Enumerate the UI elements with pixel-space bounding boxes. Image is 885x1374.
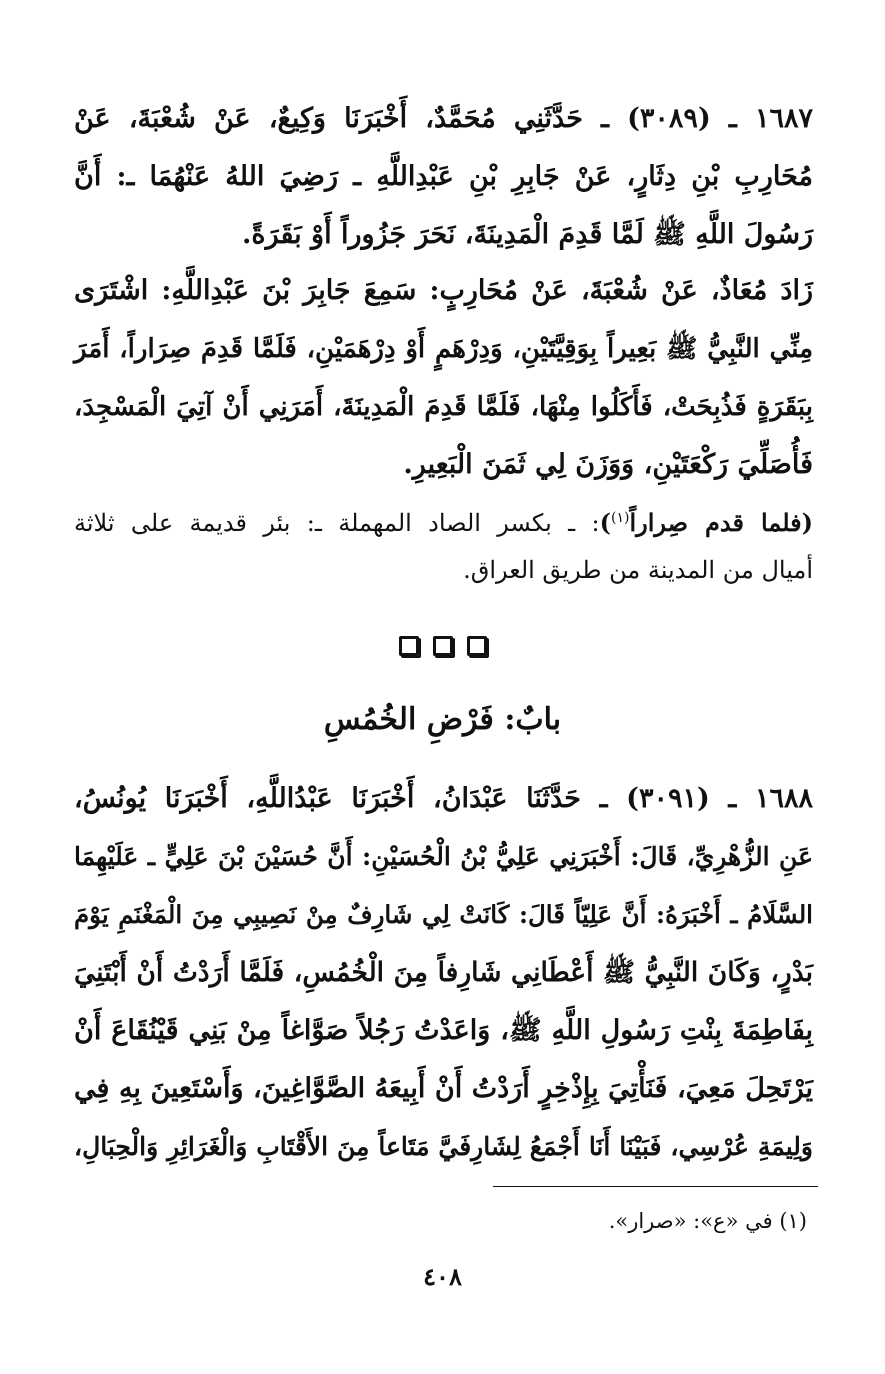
text-line: زَادَ مُعَاذٌ، عَنْ شُعْبَةَ، عَنْ مُحَارِبٍ: سَمِعَ جَابِرَ بْنَ عَبْدِاللَّهِ: اشْتَرَى — [74, 275, 813, 306]
text-line: ١٦٨٨ ـ (٣٠٩١) ـ حَدَّثَنَا عَبْدَانُ، أَخْبَرَنَا عَبْدُاللَّهِ، أَخْبَرَنَا يُونُسُ، — [74, 783, 813, 814]
hadith-1687-addition — [74, 262, 813, 494]
commentary-lead-close: ) — [599, 508, 611, 537]
commentary-text: : ـ بكسر الصاد المهملة ـ: بئر قديمة على ثلاثة — [74, 509, 600, 537]
text-line: بِفَاطِمَةَ بِنْتِ رَسُولِ اللَّهِ ﷺ، وَاعَدْتُ رَجُلاً صَوَّاغاً مِنْ بَنِي قَيْنُقَاعَ أَنْ — [74, 1015, 813, 1046]
hadith-1688 — [74, 770, 813, 1176]
commentary-lead: (فلما قدم صِراراً — [629, 508, 813, 537]
footnote-marker: (١) — [610, 510, 630, 526]
text-line: السَّلَامُ ـ أَخْبَرَهُ: أَنَّ عَلِيّاً قَالَ: كَانَتْ لِي شَارِفٌ مِنْ نَصِيبِي مِنَ الْمَغْنَمِ يَوْمَ — [74, 900, 813, 929]
footnote-divider — [493, 1186, 818, 1187]
text-line: رَسُولَ اللَّهِ ﷺ لَمَّا قَدِمَ الْمَدِينَةَ، نَحَرَ جَزُوراً أَوْ بَقَرَةً. — [242, 219, 813, 250]
square-ornament-icon — [467, 636, 487, 656]
text-line: ١٦٨٧ ـ (٣٠٨٩) ـ حَدَّثَنِي مُحَمَّدٌ، أَخْبَرَنَا وَكِيعٌ، عَنْ شُعْبَةَ، عَنْ — [74, 103, 813, 134]
commentary — [74, 492, 813, 596]
page-number: ٤٠٨ — [423, 1262, 462, 1291]
text-line: بِبَقَرَةٍ فَذُبِحَتْ، فَأَكَلُوا مِنْهَا، فَلَمَّا قَدِمَ الْمَدِينَةَ، أَمَرَنِي أَنْ آتِيَ الْمَسْجِدَ، — [74, 392, 813, 422]
chapter-title: بابٌ: فَرْضِ الخُمُسِ — [323, 702, 562, 737]
text-line: فَأُصَلِّيَ رَكْعَتَيْنِ، وَوَزَنَ لِي ثَمَنَ الْبَعِيرِ. — [403, 449, 813, 480]
hadith-1687 — [74, 90, 813, 264]
footnote: (١) في «ع»: «صرار». — [608, 1209, 807, 1233]
text-line: بَدْرٍ، وَكَانَ النَّبِيُّ ﷺ أَعْطَانِي شَارِفاً مِنَ الْخُمُسِ، فَلَمَّا أَرَدْتُ أَنْ أَبْتَنِيَ — [74, 957, 813, 988]
text-line: مُحَارِبِ بْنِ دِثَارٍ، عَنْ جَابِرِ بْنِ عَبْدِاللَّهِ ـ رَضِيَ اللهُ عَنْهُمَا ـ: أَنَّ — [74, 161, 813, 192]
commentary-line — [74, 492, 813, 544]
square-ornament-icon — [433, 636, 453, 656]
text-line: يَرْتَحِلَ مَعِيَ، فَنَأْتِيَ بِإِذْخِرٍ أَرَدْتُ أَنْ أَبِيعَهُ الصَّوَّاغِينَ، وَأَسْتَعِينَ بِهِ فِي — [74, 1073, 813, 1104]
text-line: وَلِيمَةِ عُرْسِي، فَبَيْنَا أَنَا أَجْمَعُ لِشَارِفَيَّ مَتَاعاً مِنَ الأَقْتَابِ وَالْغَرَائِرِ وَالْحِبَالِ، — [74, 1132, 813, 1161]
text-line: عَنِ الزُّهْرِيِّ، قَالَ: أَخْبَرَنِي عَلِيُّ بْنُ الْحُسَيْنِ: أَنَّ حُسَيْنَ بْنَ عَلِيٍّ ـ عَلَيْهِمَا — [74, 842, 813, 871]
section-separator — [0, 636, 885, 660]
square-ornament-icon — [399, 636, 419, 656]
text-line: مِنِّي النَّبِيُّ ﷺ بَعِيراً بِوَقِيَّتَيْنِ، وَدِرْهَمٍ أَوْ دِرْهَمَيْنِ، فَلَمَّا قَدِمَ صِرَاراً، أَمَرَ — [74, 334, 813, 364]
commentary-line: أميال من المدينة من طريق العراق. — [463, 556, 813, 584]
